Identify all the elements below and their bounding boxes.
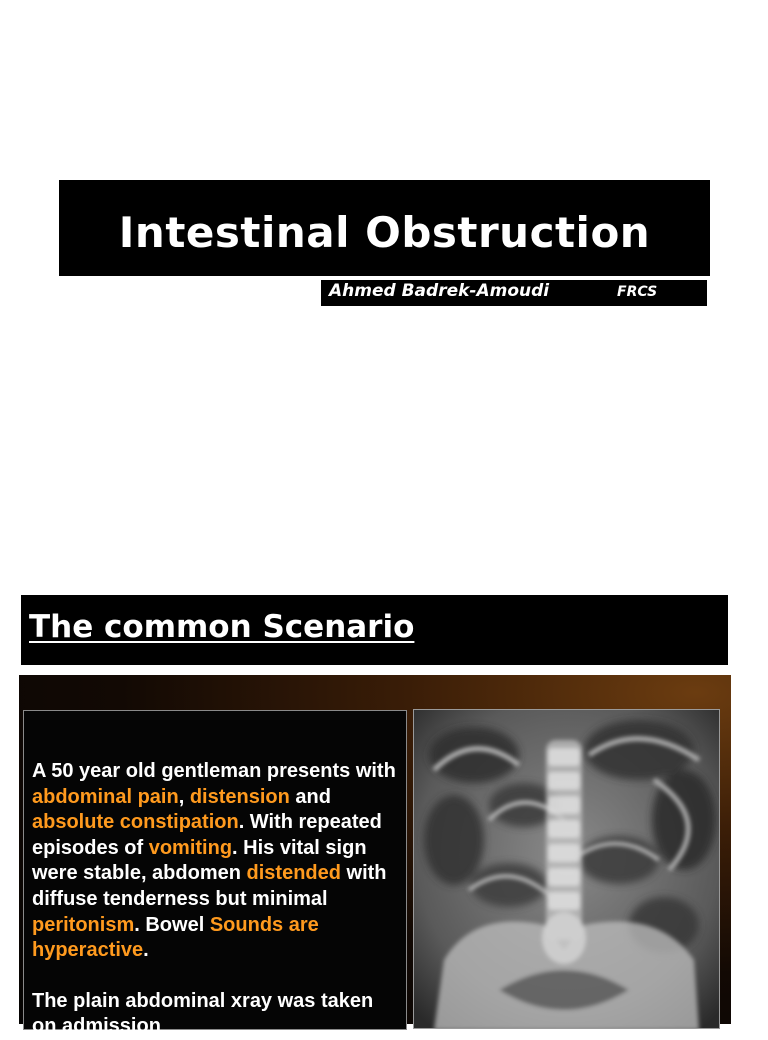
author-name: Ahmed Badrek-Amoudi	[329, 281, 550, 301]
abdominal-xray-image	[413, 709, 720, 1029]
scenario-text: . Bowel	[134, 913, 210, 936]
highlighted-term: absolute constipation	[32, 811, 239, 834]
highlighted-term: vomiting	[148, 836, 233, 859]
highlighted-term: distension	[189, 785, 290, 808]
highlighted-term: abdominal pain	[32, 785, 179, 808]
author-banner	[321, 280, 707, 306]
highlighted-term: peritonism	[32, 913, 135, 936]
highlighted-term: Sounds are hyperactive	[32, 913, 319, 962]
document-title: Intestinal Obstruction	[118, 207, 651, 257]
scenario-paragraph-2	[32, 989, 398, 1040]
scenario-text: . His vital sign were stable, abdomen	[32, 836, 367, 885]
highlighted-term: distended	[246, 862, 341, 885]
scenario-text-panel	[23, 710, 407, 1038]
title-banner	[59, 180, 710, 276]
scenario-text: The plain abdominal xray was taken on admission	[32, 989, 374, 1038]
scenario-text: with diffuse tenderness but minimal	[32, 862, 387, 910]
author-credentials: FRCS	[617, 284, 658, 300]
scenario-text: A 50 year old gentleman presents with	[32, 760, 396, 782]
scenario-text: and	[289, 785, 331, 808]
scenario-text: .	[143, 939, 149, 962]
scenario-text: . With repeated episodes of	[32, 811, 382, 859]
scenario-paragraph-1	[32, 759, 398, 964]
section-title: The common Scenario	[29, 609, 415, 645]
section-header	[21, 595, 728, 665]
scenario-text: ,	[178, 785, 190, 808]
